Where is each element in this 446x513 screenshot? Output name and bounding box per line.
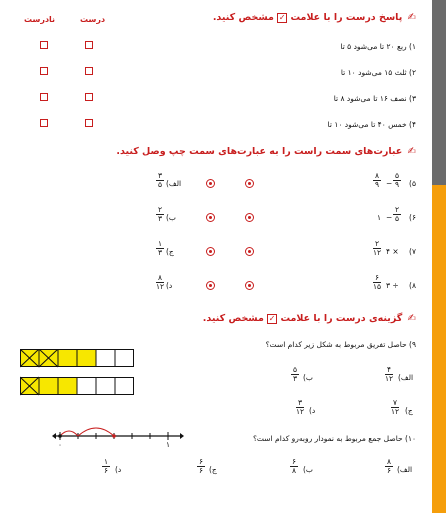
checkbox-incorrect-3[interactable] — [40, 93, 48, 101]
match-dot-left-3[interactable] — [206, 247, 215, 256]
numberline-end-label: ۱ — [166, 440, 171, 449]
fraction: ۲ ۵ — [394, 205, 400, 223]
fraction: ۸ ۱۲ — [156, 273, 165, 291]
tf-item-2: ۲) ثلث ۱۵ می‌شود ۱۰ تا — [340, 68, 416, 77]
pencil-icon: ✍ — [407, 313, 416, 324]
fraction: ۵ ۹ — [394, 171, 400, 189]
checkbox-icon: ✓ — [278, 12, 286, 22]
match-dot-right-6[interactable] — [245, 213, 254, 222]
match-num-8: ۸) — [409, 281, 416, 290]
section2-title: ✍ عبارت‌های سمت راست را به عبارت‌های سمت چپ وصل کنید. — [116, 146, 416, 157]
pencil-icon: ✍ — [407, 12, 416, 23]
checkbox-correct-2[interactable] — [85, 67, 93, 75]
q9-option-d-label[interactable]: د) — [309, 406, 316, 415]
section1-title: ✍ پاسخ درست را با علامت ✓ مشخص کنید. — [212, 12, 416, 23]
q10-option-b[interactable]: ۶ ۸ — [291, 457, 297, 475]
match-num-5: ۵) — [409, 179, 416, 188]
checkbox-correct-4[interactable] — [85, 119, 93, 127]
q10-option-a[interactable]: ۸ ۶ — [386, 457, 392, 475]
header-correct: درست — [80, 15, 106, 24]
match-dot-left-1[interactable] — [206, 179, 215, 188]
numberline-start-label: ۰ — [58, 440, 63, 449]
match-dot-right-7[interactable] — [245, 247, 254, 256]
match-num-6: ۶) — [409, 213, 416, 222]
checkbox-incorrect-1[interactable] — [40, 41, 48, 49]
checkbox-correct-1[interactable] — [85, 41, 93, 49]
section3-title: ✍ گزینه‌ی درست را با علامت ✓ مشخص کنید. — [202, 313, 416, 324]
match-dot-left-4[interactable] — [206, 281, 215, 290]
q9-option-b-label[interactable]: ب) — [303, 373, 313, 382]
q9-option-a[interactable]: ۴ ۱۲ — [385, 365, 394, 383]
tf-item-1: ۱) ربع ۲۰ تا می‌شود ۵ تا — [340, 42, 416, 51]
q10-option-c[interactable]: ۶ ۶ — [198, 457, 204, 475]
fraction: ۳ ۵ — [157, 171, 163, 189]
fraction: ۶ ۱۵ — [373, 273, 382, 291]
q10-option-b-label[interactable]: ب) — [303, 465, 313, 474]
fraction: ۲ ۳ — [157, 205, 163, 223]
header-incorrect: نادرست — [24, 15, 56, 24]
q9-option-b[interactable]: ۵ ۳ — [292, 365, 298, 383]
q9-option-c-label[interactable]: ج) — [405, 406, 413, 415]
pencil-icon: ✍ — [407, 146, 416, 157]
q10-option-d[interactable]: ۱ ۶ — [103, 457, 109, 475]
q9-option-a-label[interactable]: الف) — [398, 373, 414, 382]
tf-item-3: ۳) نصف ۱۶ تا می‌شود ۸ تا — [333, 94, 416, 103]
sidebar-gray — [432, 0, 446, 185]
q9-option-c[interactable]: ۷ ۱۲ — [391, 398, 400, 416]
fraction: ۲ ۱۲ — [373, 239, 382, 257]
number-line-figure — [52, 424, 184, 450]
fraction-bars-figure — [20, 349, 134, 401]
q10-option-a-label[interactable]: الف) — [397, 465, 413, 474]
fraction-bar-bottom — [20, 377, 134, 395]
fraction: ۱ ۳ — [157, 239, 163, 257]
fraction: ۸ ۹ — [374, 171, 380, 189]
match-dot-left-2[interactable] — [206, 213, 215, 222]
page-sidebar — [432, 0, 446, 513]
q9-option-d[interactable]: ۳ ۱۲ — [296, 398, 305, 416]
checkbox-incorrect-4[interactable] — [40, 119, 48, 127]
q10-option-c-label[interactable]: ج) — [209, 465, 217, 474]
checkbox-icon: ✓ — [268, 313, 276, 323]
match-dot-right-8[interactable] — [245, 281, 254, 290]
fraction-bar-top — [20, 349, 134, 367]
q10-option-d-label[interactable]: د) — [115, 465, 122, 474]
question-9: ۹) حاصل تفریق مربوط به شکل زیر کدام است؟ — [265, 340, 416, 349]
tf-item-4: ۴) خمس ۴۰ تا می‌شود ۱۰ تا — [327, 120, 416, 129]
checkbox-correct-3[interactable] — [85, 93, 93, 101]
sidebar-orange — [432, 185, 446, 513]
checkbox-incorrect-2[interactable] — [40, 67, 48, 75]
question-10: ۱۰) حاصل جمع مربوط به نمودار روبه‌رو کدام است؟ — [252, 434, 416, 443]
match-dot-right-5[interactable] — [245, 179, 254, 188]
match-num-7: ۷) — [409, 247, 416, 256]
